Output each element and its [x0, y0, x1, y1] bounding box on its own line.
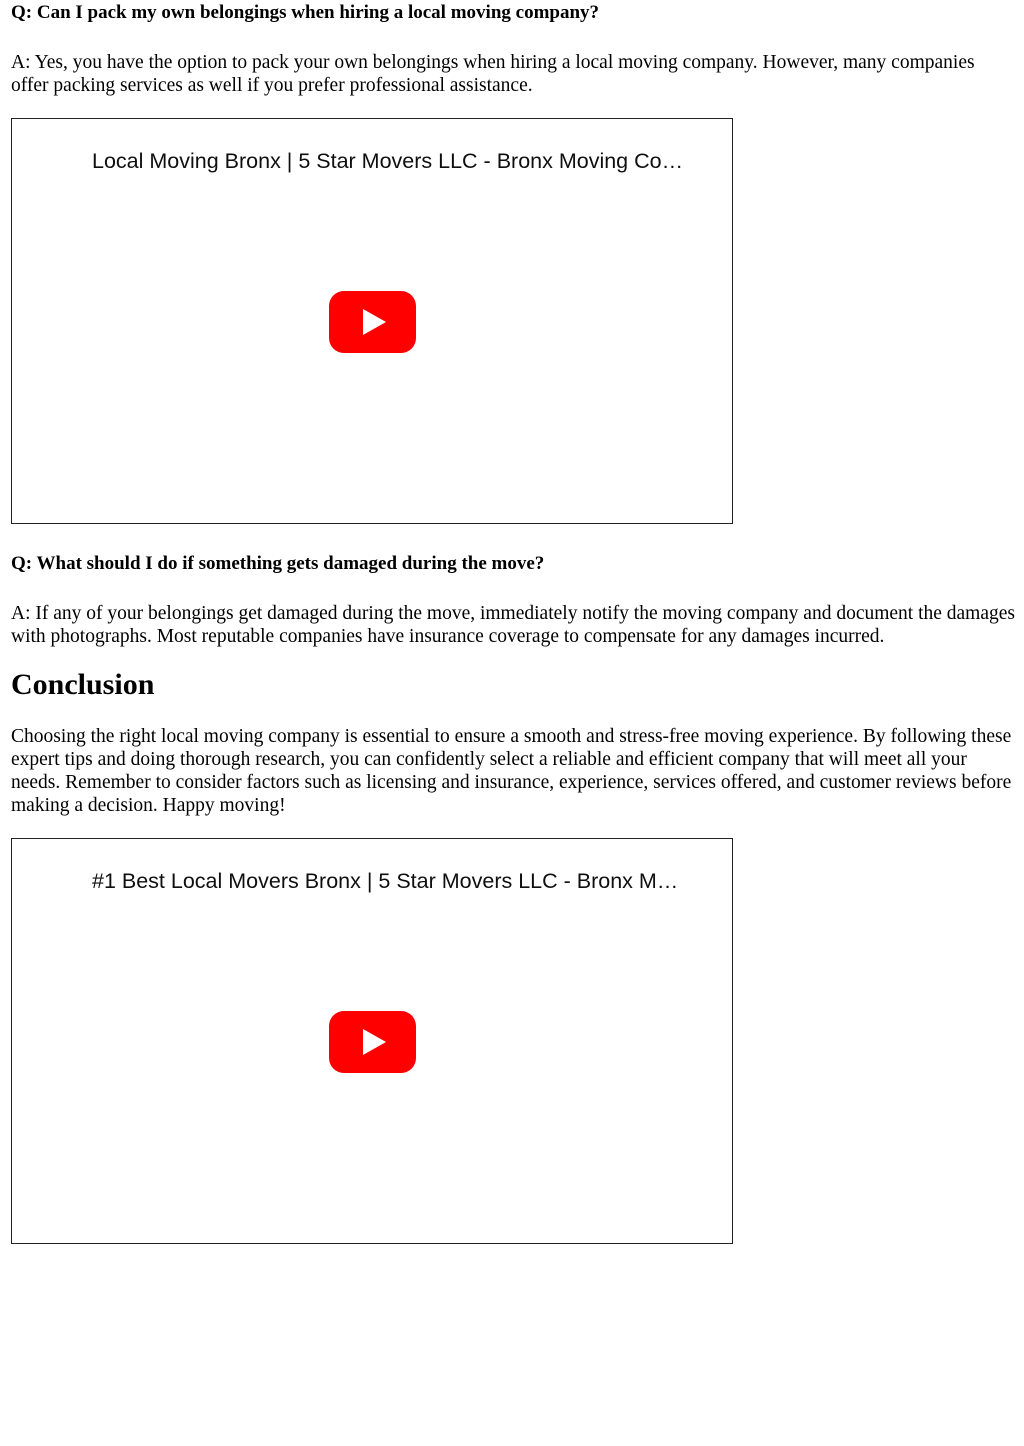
faq-question-1: Q: Can I pack my own belongings when hiring a local moving company? — [11, 2, 600, 23]
video-embed-1[interactable] — [11, 118, 733, 524]
youtube-play-icon[interactable] — [329, 1011, 416, 1073]
conclusion-body: Choosing the right local moving company is essential to ensure a smooth and stress-free moving experience. By following these expert tips and doing thorough research, you can confidently select a reliable and efficient company that will meet all your needs. Remember to consider factors such as licensing and insurance, experience, services offered, and customer reviews before making a decision. Happy moving! — [11, 726, 1012, 816]
youtube-play-icon[interactable] — [329, 291, 416, 353]
faq-question-2: Q: What should I do if something gets damaged during the move? — [11, 553, 545, 574]
video-title-2[interactable]: #1 Best Local Movers Bronx | 5 Star Movers LLC - Bronx M… — [92, 869, 679, 893]
article-content — [11, 0, 1016, 1244]
video-title-1[interactable]: Local Moving Bronx | 5 Star Movers LLC - Bronx Moving Co… — [92, 149, 684, 173]
faq-answer-2: A: If any of your belongings get damaged during the move, immediately notify the moving company and document the damages with photographs. Most reputable companies have insurance coverage to compensate for any damages incurred. — [11, 603, 1016, 647]
faq-answer-1: A: Yes, you have the option to pack your own belongings when hiring a local moving company. However, many companies offer packing services as well if you prefer professional assistance. — [11, 52, 975, 96]
conclusion-heading: Conclusion — [11, 668, 155, 701]
video-embed-2[interactable] — [11, 838, 733, 1244]
